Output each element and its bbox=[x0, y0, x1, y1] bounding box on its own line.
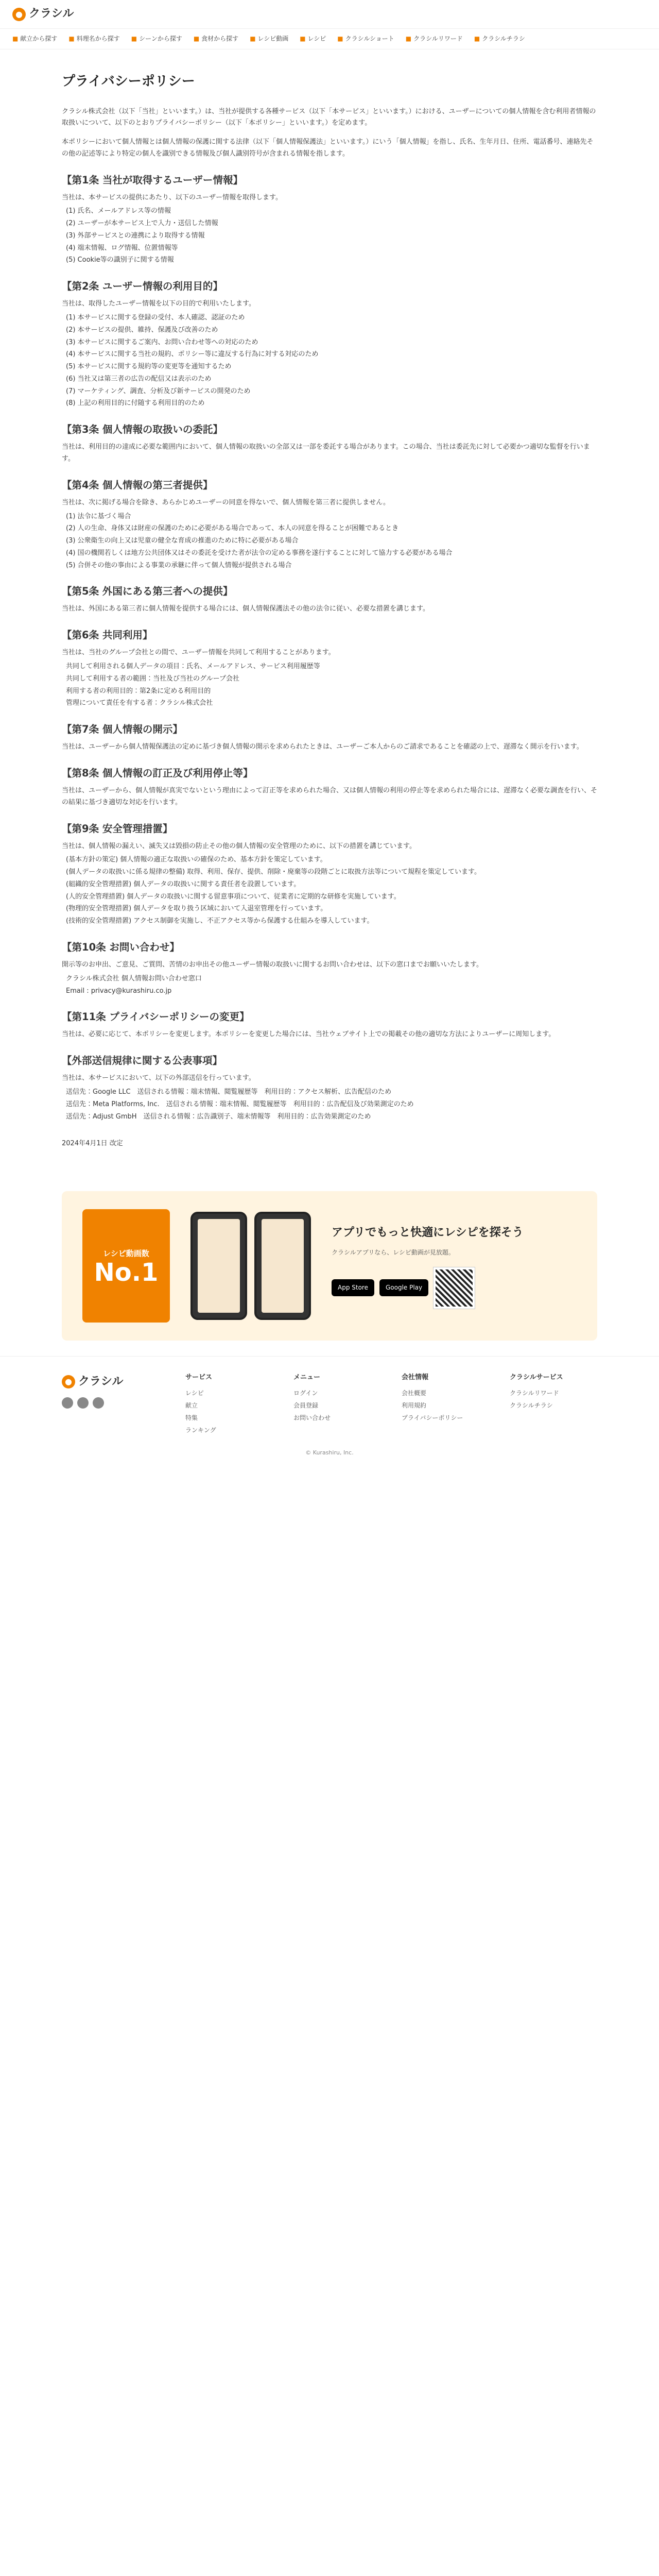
global-nav bbox=[0, 29, 659, 49]
nav-item-label: レシピ bbox=[307, 35, 326, 42]
main-content bbox=[62, 49, 597, 1171]
nav-item-icon: ■ bbox=[474, 35, 480, 42]
policy-section bbox=[62, 820, 597, 927]
section-body: 当社は、利用目的の達成に必要な範囲内において、個人情報の取扱いの全部又は一部を委託する場合があります。この場合、当社は委託先に対して必要かつ適切な監督を行います。 bbox=[62, 443, 590, 463]
list-item: 送信先：Adjust GmbH 送信される情報：広告識別子、端末情報等 利用目的：広告効果測定のため bbox=[66, 1112, 371, 1121]
section-body: 当社は、本サービスにおいて、以下の外部送信を行っています。 bbox=[62, 1074, 255, 1082]
footer-link[interactable]: ランキング bbox=[185, 1426, 216, 1434]
policy-section bbox=[62, 172, 597, 267]
nav-item-label: クラシルショート bbox=[345, 35, 394, 42]
footer-column-title: クラシルサービス bbox=[510, 1374, 563, 1381]
section-heading: 【第5条 外国にある第三者への提供】 bbox=[62, 585, 233, 598]
list-item: (2) 本サービスの提供、維持、保護及び改善のため bbox=[66, 326, 218, 334]
nav-item[interactable] bbox=[337, 33, 394, 44]
logo-icon: ● bbox=[12, 8, 26, 21]
list-item: Email : privacy@kurashiru.co.jp bbox=[66, 987, 172, 995]
nav-item-label: クラシルチラシ bbox=[482, 35, 525, 42]
footer-column bbox=[402, 1372, 489, 1437]
badge-top-text: レシピ動画数 bbox=[103, 1248, 149, 1258]
section-list bbox=[66, 973, 597, 997]
footer-link[interactable]: 特集 bbox=[185, 1414, 198, 1421]
footer-column bbox=[510, 1372, 597, 1437]
twitter-icon[interactable] bbox=[62, 1397, 73, 1409]
section-list bbox=[66, 312, 597, 410]
nav-item-icon: ■ bbox=[131, 35, 137, 42]
list-item: (技術的安全管理措置) アクセス制御を実施し、不正アクセス等から保護する仕組みを導入しています。 bbox=[66, 917, 374, 925]
list-item: (3) 公衆衛生の向上又は児童の健全な育成の推進のために特に必要がある場合 bbox=[66, 537, 299, 545]
nav-item-icon: ■ bbox=[337, 35, 343, 42]
footer-link[interactable]: 利用規約 bbox=[402, 1401, 427, 1409]
list-item: (個人データの取扱いに係る規律の整備) 取得、利用、保存、提供、削除・廃棄等の段階ごとに取扱方法等について規程を策定しています。 bbox=[66, 868, 481, 876]
list-item: (1) 法令に基づく場合 bbox=[66, 512, 131, 520]
footer-column-title: メニュー bbox=[293, 1374, 321, 1381]
qr-code-icon bbox=[433, 1267, 475, 1309]
section-heading: 【第1条 当社が取得するユーザー情報】 bbox=[62, 174, 243, 186]
list-item: (5) 本サービスに関する規約等の変更等を通知するため bbox=[66, 363, 232, 370]
nav-item[interactable] bbox=[250, 33, 288, 44]
list-item: 送信先：Google LLC 送信される情報：端末情報、閲覧履歴等 利用目的：アクセス解析、広告配信のため bbox=[66, 1088, 392, 1096]
footer-logo[interactable] bbox=[62, 1372, 165, 1437]
section-body: 当社は、必要に応じて、本ポリシーを変更します。本ポリシーを変更した場合には、当社ウェブサイト上での掲載その他の適切な方法によりユーザーに周知します。 bbox=[62, 1030, 556, 1039]
policy-section bbox=[62, 939, 597, 997]
policy-section bbox=[62, 583, 597, 615]
banner-text bbox=[332, 1223, 577, 1309]
section-body: 当社は、取得したユーザー情報を以下の目的で利用いたします。 bbox=[62, 300, 255, 308]
no1-badge bbox=[82, 1209, 170, 1323]
section-heading: 【第3条 個人情報の取扱いの委託】 bbox=[62, 423, 223, 435]
footer-link[interactable]: クラシルチラシ bbox=[510, 1401, 553, 1409]
policy-section bbox=[62, 765, 597, 809]
footer-column bbox=[185, 1372, 273, 1437]
phone-mockups bbox=[190, 1212, 311, 1320]
footer bbox=[0, 1356, 659, 1480]
section-heading: 【第10条 お問い合わせ】 bbox=[62, 941, 180, 953]
section-body: 当社は、当社のグループ会社との間で、ユーザー情報を共同して利用することがあります。 bbox=[62, 649, 335, 657]
nav-item-label: シーンから探す bbox=[139, 35, 182, 42]
footer-link[interactable]: クラシルリワード bbox=[510, 1389, 559, 1397]
footer-link[interactable]: 会員登録 bbox=[293, 1401, 319, 1409]
section-list bbox=[66, 661, 597, 709]
list-item: (2) ユーザーが本サービス上で入力・送信した情報 bbox=[66, 219, 218, 228]
footer-logo-text: クラシル bbox=[78, 1375, 124, 1388]
list-item: (人的安全管理措置) 個人データの取扱いに関する留意事項について、従業者に定期的な研修を実施しています。 bbox=[66, 892, 401, 901]
copyright: © Kurashiru, Inc. bbox=[305, 1449, 354, 1456]
section-heading: 【第6条 共同利用】 bbox=[62, 629, 153, 641]
list-item: 管理について責任を有する者：クラシル株式会社 bbox=[66, 699, 213, 707]
footer-column-title: サービス bbox=[185, 1374, 213, 1381]
logo-text: クラシル bbox=[29, 7, 74, 21]
footer-column-title: 会社情報 bbox=[402, 1374, 429, 1381]
section-list bbox=[66, 511, 597, 572]
nav-item[interactable] bbox=[406, 33, 463, 44]
nav-item-label: 食材から探す bbox=[201, 35, 239, 42]
section-heading: 【第11条 プライバシーポリシーの変更】 bbox=[62, 1011, 250, 1023]
nav-item-icon: ■ bbox=[12, 35, 19, 42]
section-body: 開示等のお申出、ご意見、ご質問、苦情のお申出その他ユーザー情報の取扱いに関するお問い合わせは、以下の窓口までお願いいたします。 bbox=[62, 961, 483, 969]
section-body: 当社は、個人情報の漏えい、滅失又は毀損の防止その他の個人情報の安全管理のために、以下の措置を講じています。 bbox=[62, 842, 416, 850]
section-list bbox=[66, 206, 597, 266]
list-item: (4) 端末情報、ログ情報、位置情報等 bbox=[66, 244, 178, 252]
list-item: (1) 本サービスに関する登録の受付、本人確認、認証のため bbox=[66, 314, 245, 321]
list-item: 共同して利用される個人データの項目：氏名、メールアドレス、サービス利用履歴等 bbox=[66, 663, 320, 670]
footer-link[interactable]: 会社概要 bbox=[402, 1389, 427, 1397]
nav-item-label: レシピ動画 bbox=[257, 35, 289, 42]
section-body: 当社は、次に掲げる場合を除き、あらかじめユーザーの同意を得ないで、個人情報を第三者に提供しません。 bbox=[62, 498, 390, 506]
phone-mockup bbox=[190, 1212, 247, 1320]
list-item: (4) 本サービスに関する当社の規約、ポリシー等に違反する行為に対する対応のため bbox=[66, 350, 319, 359]
nav-item[interactable] bbox=[194, 33, 238, 44]
revision-date: 2024年4月1日 改定 bbox=[62, 1140, 123, 1148]
list-item: 利用する者の利用目的：第2条に定める利用目的 bbox=[66, 687, 211, 695]
footer-column bbox=[293, 1372, 381, 1437]
logo[interactable] bbox=[12, 4, 74, 24]
list-item: (1) 氏名、メールアドレス等の情報 bbox=[66, 207, 171, 215]
nav-item[interactable] bbox=[68, 33, 119, 44]
list-item: (5) 合併その他の事由による事業の承継に伴って個人情報が提供される場合 bbox=[66, 561, 292, 569]
banner-title: アプリでもっと快適にレシピを探そう bbox=[332, 1226, 524, 1240]
section-heading: 【第9条 安全管理措置】 bbox=[62, 822, 173, 835]
page-title: プライバシーポリシー bbox=[62, 74, 195, 89]
list-item: (2) 人の生命、身体又は財産の保護のために必要がある場合であって、本人の同意を得ることが困難であるとき bbox=[66, 524, 399, 533]
list-item: (3) 本サービスに関するご案内、お問い合わせ等への対応のため bbox=[66, 338, 258, 346]
nav-item-icon: ■ bbox=[405, 35, 412, 42]
policy-section bbox=[62, 1008, 597, 1041]
section-heading: 【第2条 ユーザー情報の利用目的】 bbox=[62, 280, 223, 293]
list-item: (8) 上記の利用目的に付随する利用目的のため bbox=[66, 399, 205, 408]
nav-item-label: クラシルリワード bbox=[413, 35, 463, 42]
footer-link[interactable]: 献立 bbox=[185, 1401, 198, 1409]
intro-paragraph-1: クラシル株式会社（以下「当社」といいます。）は、当社が提供する各種サービス（以下「本サービス」といいます。）における、ユーザーについての個人情報を含む利用者情報の取扱いについて、以下のとおりプライバシーポリシー（以下「本ポリシー」といいます。）を定めます。 bbox=[62, 107, 596, 127]
googleplay-button[interactable]: Google Play bbox=[379, 1279, 428, 1296]
section-body: 当社は、ユーザーから、個人情報が真実でないという理由によって訂正等を求められた場合、又は個人情報の利用の停止等を求められた場合には、遅滞なく必要な調査を行い、その結果に基づき適切な対応を行います。 bbox=[62, 787, 598, 806]
section-list bbox=[66, 1087, 597, 1123]
banner-subtitle: クラシルアプリなら、レシピ動画が見放題。 bbox=[332, 1248, 455, 1256]
policy-section bbox=[62, 721, 597, 753]
intro-paragraph-2: 本ポリシーにおいて個人情報とは個人情報の保護に関する法律（以下「個人情報保護法」といいます。）にいう「個人情報」を指し、氏名、生年月日、住所、電話番号、連絡先その他の記述等により特定の個人を識別できる情報及び個人識別符号が含まれる情報を指します。 bbox=[62, 138, 594, 158]
nav-item-icon: ■ bbox=[250, 35, 256, 42]
instagram-icon[interactable] bbox=[77, 1397, 89, 1409]
list-item: (4) 国の機関若しくは地方公共団体又はその委託を受けた者が法令の定める事務を遂行することに対して協力する必要がある場合 bbox=[66, 549, 453, 557]
app-banner bbox=[62, 1191, 597, 1341]
list-item: (組織的安全管理措置) 個人データの取扱いに関する責任者を設置しています。 bbox=[66, 880, 301, 888]
phone-mockup bbox=[254, 1212, 311, 1320]
nav-item[interactable] bbox=[474, 33, 525, 44]
list-item: (6) 当社又は第三者の広告の配信又は表示のため bbox=[66, 375, 212, 383]
list-item: (7) マーケティング、調査、分析及び新サービスの開発のため bbox=[66, 387, 251, 395]
section-body: 当社は、本サービスの提供にあたり、以下のユーザー情報を取得します。 bbox=[62, 193, 282, 201]
policy-sections bbox=[62, 172, 597, 1123]
section-heading: 【第8条 個人情報の訂正及び利用停止等】 bbox=[62, 767, 253, 779]
footer-link[interactable]: プライバシーポリシー bbox=[402, 1414, 463, 1421]
nav-item-label: 料理名から探す bbox=[76, 35, 120, 42]
footer-link[interactable]: お問い合わせ bbox=[293, 1414, 331, 1421]
list-item: (基本方針の策定) 個人情報の適正な取扱いの確保のため、基本方針を策定しています。 bbox=[66, 856, 327, 864]
list-item: (3) 外部サービスとの連携により取得する情報 bbox=[66, 231, 205, 240]
nav-item[interactable] bbox=[12, 33, 57, 44]
appstore-button[interactable]: App Store bbox=[332, 1279, 374, 1296]
policy-section bbox=[62, 278, 597, 410]
badge-big-text: No.1 bbox=[94, 1258, 159, 1287]
footer-link[interactable]: レシピ bbox=[185, 1389, 204, 1397]
nav-item-label: 献立から探す bbox=[20, 35, 58, 42]
nav-item[interactable] bbox=[131, 33, 182, 44]
list-item: (5) Cookie等の識別子に関する情報 bbox=[66, 256, 174, 264]
section-heading: 【第7条 個人情報の開示】 bbox=[62, 723, 183, 735]
list-item: (物理的安全管理措置) 個人データを取り扱う区域において入退室管理を行っています。 bbox=[66, 905, 327, 913]
youtube-icon[interactable] bbox=[93, 1397, 104, 1409]
policy-section bbox=[62, 477, 597, 572]
list-item: 送信先：Meta Platforms, Inc. 送信される情報：端末情報、閲覧履歴等 利用目的：広告配信及び効果測定のため bbox=[66, 1100, 414, 1108]
social-links bbox=[62, 1397, 165, 1409]
top-bar bbox=[0, 0, 659, 29]
nav-item[interactable] bbox=[300, 33, 326, 44]
nav-item-icon: ■ bbox=[68, 35, 75, 42]
nav-item-icon: ■ bbox=[300, 35, 306, 42]
policy-section bbox=[62, 1052, 597, 1123]
list-item: クラシル株式会社 個人情報お問い合わせ窓口 bbox=[66, 974, 202, 982]
section-heading: 【第4条 個人情報の第三者提供】 bbox=[62, 479, 213, 491]
section-heading: 【外部送信規律に関する公表事項】 bbox=[62, 1055, 223, 1067]
list-item: 共同して利用する者の範囲：当社及び当社のグループ会社 bbox=[66, 674, 239, 683]
logo-icon: ● bbox=[62, 1375, 75, 1388]
policy-section bbox=[62, 421, 597, 465]
section-body: 当社は、外国にある第三者に個人情報を提供する場合には、個人情報保護法その他の法令に従い、必要な措置を講じます。 bbox=[62, 605, 429, 613]
policy-section bbox=[62, 626, 597, 709]
section-list bbox=[66, 854, 597, 927]
nav-item-icon: ■ bbox=[193, 35, 200, 42]
section-body: 当社は、ユーザーから個人情報保護法の定めに基づき個人情報の開示を求められたときは、ユーザーご本人からのご請求であることを確認の上で、遅滞なく開示を行います。 bbox=[62, 743, 583, 751]
footer-link[interactable]: ログイン bbox=[293, 1389, 318, 1397]
